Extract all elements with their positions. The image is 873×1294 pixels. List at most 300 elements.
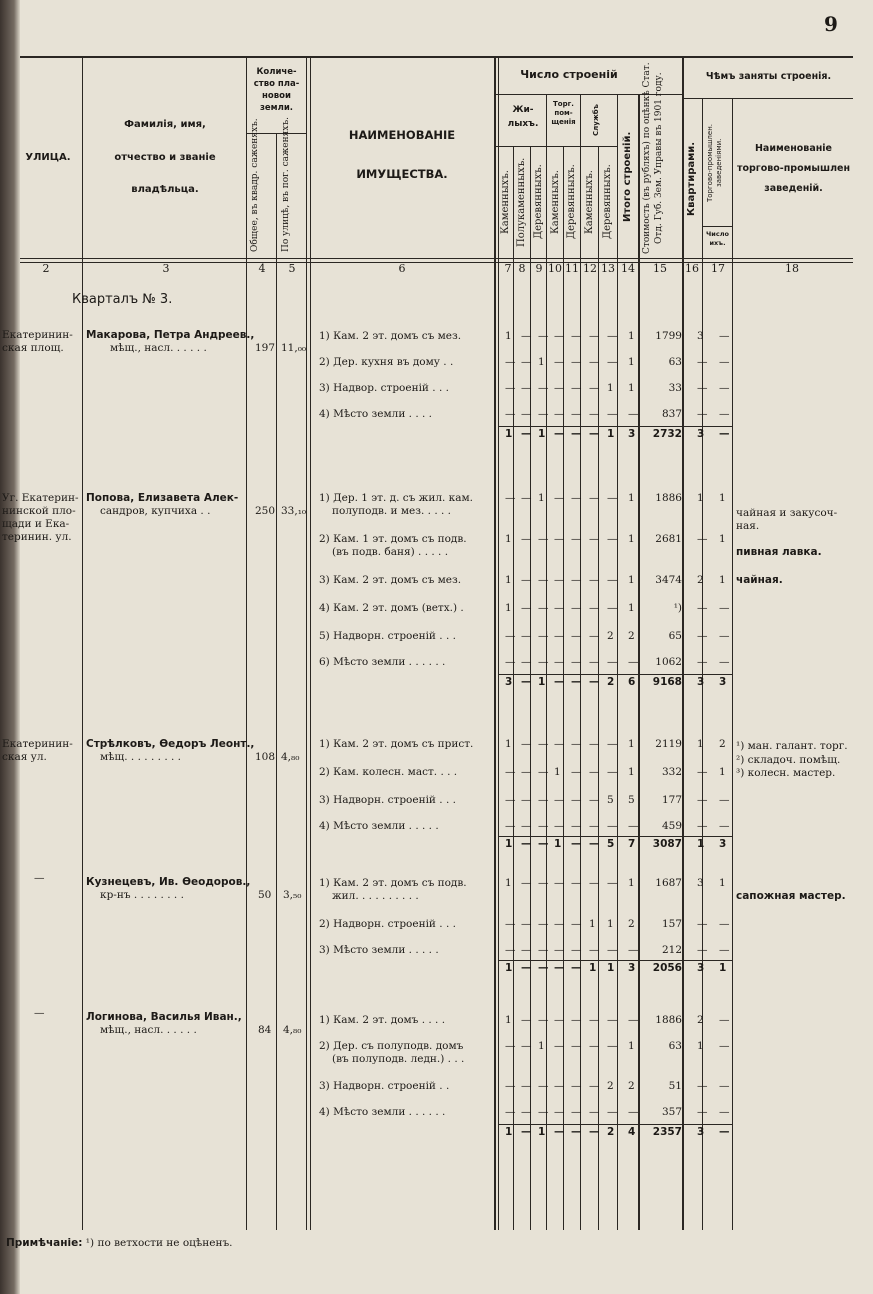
o3-r3-mark: — [571, 794, 582, 806]
o2-r6-mark: — [589, 656, 600, 668]
o2-r5-mark: — [571, 630, 582, 642]
o3-r1-mark: — [607, 738, 618, 750]
o2-r4-total: 1 [628, 602, 635, 614]
o4-r2-total: 2 [628, 918, 635, 930]
o4-r1-mark: — [571, 877, 582, 889]
header-occ-apartments: Квартирами. [686, 141, 697, 217]
header-sub-stone-2: Каменныхъ. [550, 170, 561, 234]
o3-sum-mark: — [589, 838, 600, 850]
o5-r3-apartments: — [697, 1080, 708, 1092]
o1-r1-property: 1) Кам. 2 эт. домъ съ мез. [319, 330, 462, 342]
o5-sum-value: 2357 [652, 1126, 682, 1138]
colnum-18: 18 [785, 262, 799, 275]
o5-r1-property: 1) Кам. 2 эт. домъ . . . . [319, 1014, 446, 1026]
o5-r3-total: 2 [628, 1080, 635, 1092]
o2-r6-total: — [628, 656, 639, 668]
o3-sum-mark: — [521, 838, 532, 850]
o3-r4-value: 459 [661, 820, 682, 832]
o3-r1-mark: — [538, 738, 549, 750]
o3-r3-mark: — [505, 794, 516, 806]
o2-r5-mark: — [589, 630, 600, 642]
o5-r1-mark: — [589, 1014, 600, 1026]
o5-r4-mark: — [607, 1106, 618, 1118]
o4-sum-apartments: 3 [697, 962, 705, 974]
o3-r4-mark: — [554, 820, 565, 832]
o3-r4-mark: — [538, 820, 549, 832]
o3-r2-trade: 1 [719, 766, 726, 778]
o3-sum-rule [498, 836, 732, 837]
o2-sum-mark: 3 [505, 676, 513, 688]
o4-sum-rule [498, 960, 732, 961]
o1-r1-value: 1799 [655, 330, 682, 342]
o4-r1-mark: — [607, 877, 618, 889]
o2-r5-trade: — [719, 630, 730, 642]
o3-r4-mark: — [589, 820, 600, 832]
header-property-line1: НАИМЕНОВАНІЕ [348, 128, 456, 142]
o2-r4-mark: 1 [505, 602, 512, 614]
o4-r1-mark: — [554, 877, 565, 889]
owner-3-front: 4,₈₀ [281, 751, 300, 763]
o3-sum-mark: — [571, 838, 582, 850]
header-occupied-group: Чѣмъ заняты строенія. [705, 71, 832, 82]
o2-r5-apartments: — [697, 630, 708, 642]
o5-r2-mark: — [607, 1040, 618, 1052]
header-owner-line1: Фамилія, имя, [124, 119, 206, 130]
o5-r4-trade: — [719, 1106, 730, 1118]
o1-r4-property: 4) Мѣсто земли . . . . [319, 408, 433, 420]
o5-r2-mark: — [554, 1040, 565, 1052]
o1-r4-total: — [628, 408, 639, 420]
o3-r2-mark: — [521, 766, 532, 778]
header-area-group: Количе- ство пла- новои земли. [253, 67, 300, 113]
o2-r6-mark: — [505, 656, 516, 668]
o5-r3-mark: — [554, 1080, 565, 1092]
owner-5-area: 84 [258, 1024, 272, 1036]
o3-r3-mark: — [589, 794, 600, 806]
colnum-15: 15 [653, 262, 667, 275]
o2-r6-value: 1062 [655, 656, 682, 668]
o3-r4-total: — [628, 820, 639, 832]
o2-r2-apartments: — [697, 533, 708, 545]
o3-r3-property: 3) Надворн. строеній . . . [319, 794, 456, 806]
o2-r1-mark: — [505, 492, 516, 504]
o1-r1-mark: — [538, 330, 549, 342]
o1-r2-mark: — [521, 356, 532, 368]
footnote-text: ¹) по ветхости не оцѣненъ. [85, 1237, 233, 1249]
o1-sum-trade: — [719, 428, 730, 440]
header-occ-trade: Торгово-промышлен. заведеніями. [706, 124, 723, 202]
o3-r1-apartments: 1 [697, 738, 704, 750]
o2-r4-value: ¹) [673, 602, 682, 614]
owner-1-l2: мѣщ., насл. . . . . . [110, 342, 207, 354]
o2-r2-total: 1 [628, 533, 635, 545]
o2-sum-mark: — [571, 676, 582, 688]
o5-r3-mark: 2 [607, 1080, 614, 1092]
o2-r3-trade: 1 [719, 574, 726, 586]
o3-sum-total: 7 [628, 838, 636, 850]
o4-r2-mark: — [571, 918, 582, 930]
o5-r2-mark: 1 [538, 1040, 545, 1052]
o2-r4-mark: — [589, 602, 600, 614]
o5-r4-mark: — [538, 1106, 549, 1118]
street-2-l2: нинской пло- [2, 505, 76, 517]
header-area-street: По улицѣ, въ пог. саженяхъ. [281, 117, 291, 252]
o3-r3-mark: — [521, 794, 532, 806]
o2-r4-mark: — [538, 602, 549, 614]
o1-r2-mark: — [607, 356, 618, 368]
owner-3-area: 108 [255, 751, 276, 763]
o3-r3-trade: — [719, 794, 730, 806]
colnum-4: 4 [258, 262, 266, 275]
o4-r2-value: 157 [661, 918, 682, 930]
street-2-l3: щади и Ека- [2, 518, 70, 530]
o5-sum-mark: 1 [538, 1126, 546, 1138]
o3-r1-mark: — [554, 738, 565, 750]
o2-r3-mark: — [538, 574, 549, 586]
o5-sum-mark: — [589, 1126, 600, 1138]
o5-sum-total: 4 [628, 1126, 636, 1138]
o2-r4-trade: — [719, 602, 730, 614]
colnum-9: 9 [535, 262, 543, 275]
o4-r1-mark: — [538, 877, 549, 889]
col-rule-street-len-2 [310, 56, 311, 1230]
header-bottom-rule [20, 258, 853, 259]
o5-r4-mark: — [589, 1106, 600, 1118]
header-sub-stone-3: Каменныхъ. [584, 170, 595, 234]
o5-sum-trade: — [719, 1126, 730, 1138]
o2-r6-apartments: — [697, 656, 708, 668]
street-3-l1: Екатеринин- [2, 738, 73, 750]
o4-sum-mark: 1 [589, 962, 597, 974]
o2-r2-mark: — [554, 533, 565, 545]
header-value: Стоимость (въ рубляхъ) по оцѣнкѣ Стат. Отд. Губ. Зем. Управы въ 1901 году. [642, 62, 664, 254]
o2-r1-mark: — [554, 492, 565, 504]
o1-r2-value: 63 [668, 356, 682, 368]
o1-sum-mark: — [589, 428, 600, 440]
o3-sum-mark: 1 [554, 838, 562, 850]
o5-r1-mark: — [607, 1014, 618, 1026]
header-property-line2: ИМУЩЕСТВА. [356, 167, 448, 181]
owner-5-l2: мѣщ., насл. . . . . . [100, 1024, 197, 1036]
o4-r2-mark: 1 [607, 918, 614, 930]
o5-r2-apartments: 1 [697, 1040, 704, 1052]
o3-r1-mark: — [571, 738, 582, 750]
o3-r4-mark: — [607, 820, 618, 832]
o3-r2-property: 2) Кам. колесн. маст. . . . [319, 766, 458, 778]
header-buildings-group: Число строеній [520, 68, 618, 81]
owner-1-front: 11,₀₀ [281, 342, 307, 354]
o2-r2-mark: — [607, 533, 618, 545]
o1-r3-property: 3) Надвор. строеній . . . [319, 382, 449, 394]
o3-sum-trade: 3 [719, 838, 727, 850]
o2-r3-mark: — [607, 574, 618, 586]
header-bottom-rule-2 [20, 262, 853, 263]
o5-r3-value: 51 [668, 1080, 682, 1092]
owner-2-front: 33,₁₀ [281, 505, 307, 517]
header-sub-half-stone: Полукаменныхъ. [516, 157, 527, 247]
owner-4-area: 50 [258, 889, 272, 901]
o1-r4-trade: — [719, 408, 730, 420]
o1-r1-total: 1 [628, 330, 635, 342]
o1-r1-mark: — [607, 330, 618, 342]
o1-r3-mark: — [589, 382, 600, 394]
o2-r5-mark: — [538, 630, 549, 642]
colnum-10: 10 [548, 262, 562, 275]
o2-r4-apartments: — [697, 602, 708, 614]
o1-sum-mark: — [521, 428, 532, 440]
o2-r5-mark: — [505, 630, 516, 642]
o1-r3-mark: — [554, 382, 565, 394]
o5-r2-mark: — [505, 1040, 516, 1052]
street-1-l1: Екатеринин- [2, 329, 73, 341]
o2-sum-trade: 3 [719, 676, 727, 688]
o3-r1-mark: 1 [505, 738, 512, 750]
o4-sum-mark: 1 [505, 962, 513, 974]
o2-r1-mark: — [521, 492, 532, 504]
o2-sum-rule [498, 674, 732, 675]
o2-r4-mark: — [554, 602, 565, 614]
owner-2-l2: сандров, купчиха . . [100, 505, 211, 517]
o2-sum-mark: — [589, 676, 600, 688]
o5-r1-mark: — [554, 1014, 565, 1026]
footnote-label: Примѣчаніе: [6, 1237, 83, 1249]
o5-r1-value: 1886 [655, 1014, 682, 1026]
o5-r1-mark: — [521, 1014, 532, 1026]
owner-1-area: 197 [255, 342, 276, 354]
o2-trade-2: пивная лавка. [736, 546, 822, 558]
o5-r4-mark: — [505, 1106, 516, 1118]
header-street: УЛИЦА. [25, 152, 71, 163]
o4-sum-value: 2056 [652, 962, 682, 974]
o1-r4-mark: — [554, 408, 565, 420]
o2-sum-mark: — [554, 676, 565, 688]
o1-r2-trade: — [719, 356, 730, 368]
o4-r1-cont: жил. . . . . . . . . . [332, 890, 419, 902]
o3-trade-1: ¹) ман. галант. торг. [736, 740, 848, 752]
o5-r1-trade: — [719, 1014, 730, 1026]
o2-r5-total: 2 [628, 630, 635, 642]
o3-r2-mark: — [607, 766, 618, 778]
owner-1-l1: Макарова, Петра Андреев., [86, 329, 255, 341]
o1-r3-value: 33 [668, 382, 682, 394]
o2-trade-1b: ная. [736, 520, 760, 532]
o2-r3-apartments: 2 [697, 574, 704, 586]
o2-r3-mark: — [554, 574, 565, 586]
o2-r6-mark: — [607, 656, 618, 668]
o2-r2-cont: (въ подв. баня) . . . . . [332, 546, 449, 558]
page-number: 9 [824, 12, 838, 36]
colnum-5: 5 [288, 262, 296, 275]
o1-r1-apartments: 3 [697, 330, 704, 342]
o5-r3-property: 3) Надворн. строеній . . [319, 1080, 450, 1092]
colnum-13: 13 [601, 262, 615, 275]
o2-r5-property: 5) Надворн. строеній . . . [319, 630, 456, 642]
o5-r1-apartments: 2 [697, 1014, 704, 1026]
o3-sum-value: 3087 [652, 838, 682, 850]
colnum-16: 16 [685, 262, 699, 275]
o1-r2-total: 1 [628, 356, 635, 368]
o4-r1-mark: — [521, 877, 532, 889]
header-residential: Жи- лыхъ. [507, 105, 539, 129]
o3-r2-total: 1 [628, 766, 635, 778]
o3-r3-apartments: — [697, 794, 708, 806]
o2-r6-mark: — [554, 656, 565, 668]
o4-r3-trade: — [719, 944, 730, 956]
o3-r3-value: 177 [661, 794, 682, 806]
o2-r3-mark: — [589, 574, 600, 586]
o2-r6-mark: — [521, 656, 532, 668]
o3-r4-mark: — [521, 820, 532, 832]
o1-r3-mark: 1 [607, 382, 614, 394]
colnum-11: 11 [565, 262, 579, 275]
o2-r3-total: 1 [628, 574, 635, 586]
o2-sum-total: 6 [628, 676, 636, 688]
o1-r4-mark: — [589, 408, 600, 420]
col-rule-street-len [306, 56, 307, 1230]
o2-r3-mark: — [571, 574, 582, 586]
o4-r3-mark: — [554, 944, 565, 956]
colnum-12: 12 [583, 262, 597, 275]
o2-r1-value: 1886 [655, 492, 682, 504]
owner-3-l2: мѣщ. . . . . . . . . [100, 751, 182, 763]
o5-r2-cont: (въ полуподв. ледн.) . . . [332, 1053, 465, 1065]
o2-r3-value: 3474 [655, 574, 682, 586]
header-sub-stone: Каменныхъ. [500, 170, 511, 234]
o4-r1-mark: 1 [505, 877, 512, 889]
o3-r1-mark: — [589, 738, 600, 750]
table-top-rule [20, 56, 853, 58]
o5-r4-total: — [628, 1106, 639, 1118]
o2-sum-mark: 1 [538, 676, 546, 688]
o2-r1-mark: — [589, 492, 600, 504]
street-5: — [34, 1007, 45, 1019]
o5-sum-mark: — [571, 1126, 582, 1138]
o4-r3-mark: — [589, 944, 600, 956]
o2-r4-mark: — [521, 602, 532, 614]
o4-r3-mark: — [505, 944, 516, 956]
o2-r1-property: 1) Дер. 1 эт. д. съ жил. кам. [319, 492, 474, 504]
header-owner-line3: владѣльца. [131, 184, 199, 195]
o4-sum-trade: 1 [719, 962, 727, 974]
o4-r3-property: 3) Мѣсто земли . . . . . [319, 944, 439, 956]
owner-2-l1: Попова, Елизавета Алек- [86, 492, 239, 504]
o4-trade-1: сапожная мастер. [736, 890, 846, 902]
o5-r2-total: 1 [628, 1040, 635, 1052]
colnum-8: 8 [518, 262, 526, 275]
o2-r2-mark: — [538, 533, 549, 545]
o3-r2-mark: — [589, 766, 600, 778]
o1-r4-value: 837 [661, 408, 682, 420]
o1-r3-apartments: — [697, 382, 708, 394]
o2-r1-cont: полуподв. и мез. . . . . [332, 505, 452, 517]
o4-r3-value: 212 [661, 944, 682, 956]
o1-sum-mark: 1 [538, 428, 546, 440]
o5-r2-property: 2) Дер. съ полуподв. домъ [319, 1040, 464, 1052]
o1-r4-mark: — [571, 408, 582, 420]
o2-r4-property: 4) Кам. 2 эт. домъ (ветх.) . [319, 602, 464, 614]
o5-r1-total: — [628, 1014, 639, 1026]
o3-trade-3: ³) колесн. мастер. [736, 767, 836, 779]
colnum-2: 2 [42, 262, 50, 275]
book-spine-shadow [0, 0, 20, 1294]
o4-r1-apartments: 3 [697, 877, 704, 889]
o2-r2-mark: — [571, 533, 582, 545]
o3-r2-mark: — [571, 766, 582, 778]
quarter-title: Кварталъ № 3. [72, 292, 173, 307]
o1-sum-mark: — [554, 428, 565, 440]
street-4: — [34, 872, 45, 884]
o2-r4-mark: — [571, 602, 582, 614]
o1-r4-mark: — [521, 408, 532, 420]
o3-r3-mark: — [554, 794, 565, 806]
o5-r3-mark: — [589, 1080, 600, 1092]
o5-r3-mark: — [521, 1080, 532, 1092]
o2-r2-mark: 1 [505, 533, 512, 545]
o2-sum-value: 9168 [652, 676, 682, 688]
header-service: Службъ [592, 104, 600, 136]
o4-r1-trade: 1 [719, 877, 726, 889]
o5-r2-mark: — [521, 1040, 532, 1052]
o4-r3-mark: — [607, 944, 618, 956]
o1-r4-mark: — [538, 408, 549, 420]
header-area-total: Общее, въ квадр. саженяхъ. [250, 118, 260, 252]
o3-r2-apartments: — [697, 766, 708, 778]
o3-r1-trade: 2 [719, 738, 726, 750]
o3-r2-mark: — [538, 766, 549, 778]
o3-r1-total: 1 [628, 738, 635, 750]
header-trade: Торг. пом- щенія [551, 100, 576, 126]
o5-r3-mark: — [505, 1080, 516, 1092]
header-total-buildings: Итого строеній. [622, 131, 633, 223]
o5-r4-apartments: — [697, 1106, 708, 1118]
o2-r5-value: 65 [668, 630, 682, 642]
o2-trade-3: чайная. [736, 574, 783, 586]
o2-r5-mark: — [554, 630, 565, 642]
header-sub-wooden-3: Деревянныхъ. [602, 164, 613, 240]
o1-r3-mark: — [571, 382, 582, 394]
o1-r3-mark: — [538, 382, 549, 394]
col-rule-property-2 [498, 56, 499, 1230]
street-2-l1: Уг. Екатерин- [2, 492, 79, 504]
o4-r1-mark: — [589, 877, 600, 889]
occ-count-rule [702, 226, 732, 227]
o3-r1-property: 1) Кам. 2 эт. домъ съ прист. [319, 738, 474, 750]
o4-r3-mark: — [571, 944, 582, 956]
colnum-14: 14 [621, 262, 635, 275]
o2-r2-mark: — [589, 533, 600, 545]
o5-r2-mark: — [589, 1040, 600, 1052]
o1-sum-rule [498, 426, 732, 427]
owner-4-front: 3,₅₀ [283, 889, 302, 901]
o2-r1-mark: — [607, 492, 618, 504]
o4-r2-mark: 1 [589, 918, 596, 930]
header-sub-wooden: Деревянныхъ. [533, 164, 544, 240]
o3-sum-mark: 1 [505, 838, 513, 850]
col-rule-property [494, 56, 496, 1230]
o4-r2-apartments: — [697, 918, 708, 930]
o4-r2-property: 2) Надворн. строеній . . . [319, 918, 456, 930]
o5-r1-mark: — [571, 1014, 582, 1026]
o5-r4-property: 4) Мѣсто земли . . . . . . [319, 1106, 446, 1118]
o5-r1-mark: 1 [505, 1014, 512, 1026]
o2-r1-total: 1 [628, 492, 635, 504]
street-3-l2: ская ул. [2, 751, 47, 763]
o2-trade-1a: чайная и закусоч- [736, 507, 838, 519]
o2-r6-trade: — [719, 656, 730, 668]
o5-r3-trade: — [719, 1080, 730, 1092]
o2-r6-mark: — [538, 656, 549, 668]
owner-2-area: 250 [255, 505, 276, 517]
